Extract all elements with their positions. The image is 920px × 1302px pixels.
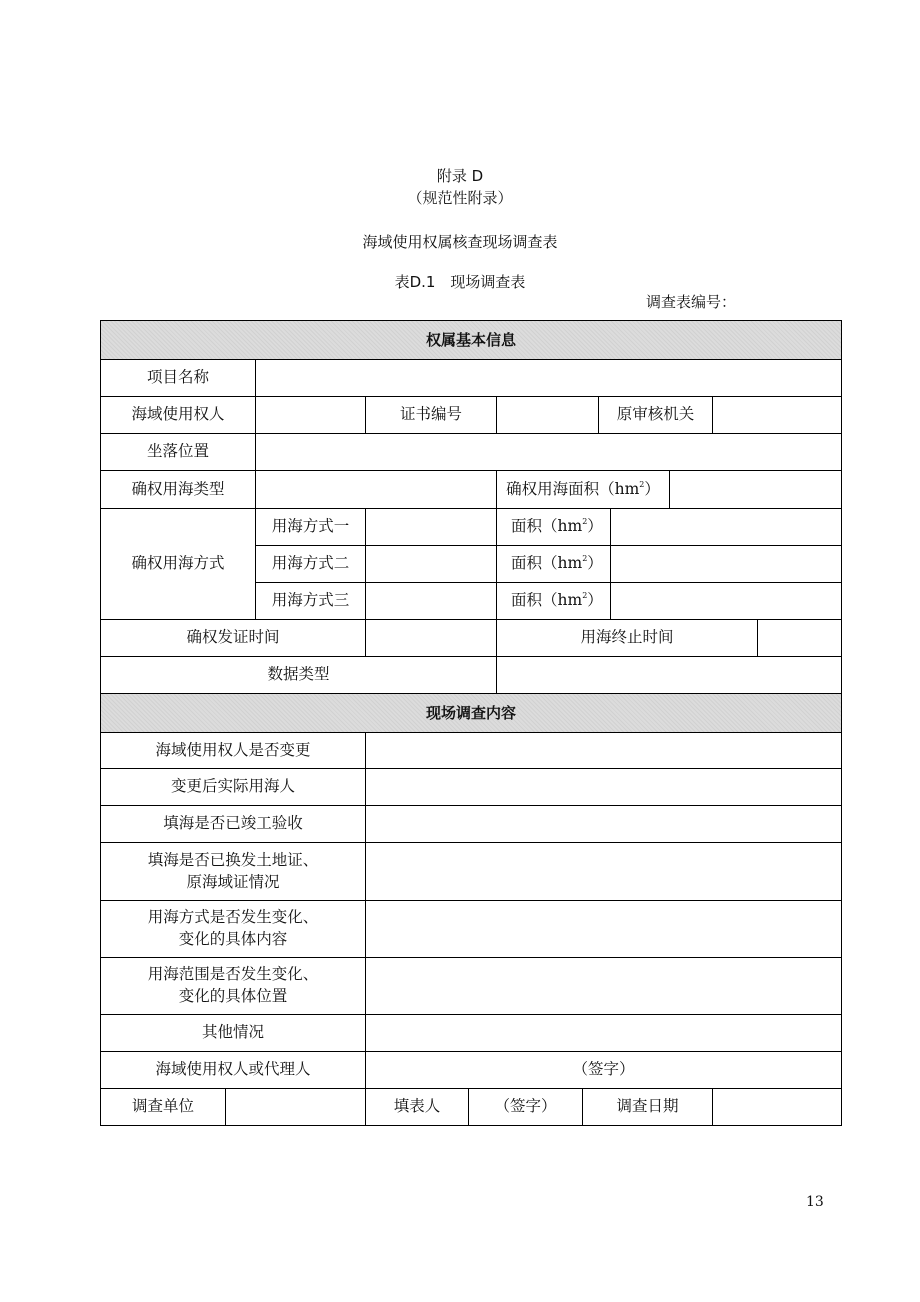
sea-use-type-field[interactable] bbox=[256, 471, 496, 508]
data-type-label: 数据类型 bbox=[267, 665, 330, 684]
mode-1-field[interactable] bbox=[366, 509, 496, 545]
mode-1-area-field[interactable] bbox=[611, 509, 841, 545]
location-label: 坐落位置 bbox=[146, 442, 209, 461]
survey-row-field[interactable] bbox=[366, 958, 841, 1014]
survey-row-label: 填海是否已竣工验收 bbox=[163, 814, 303, 833]
mode-1-label: 用海方式一 bbox=[271, 517, 350, 536]
issue-time-field[interactable] bbox=[366, 620, 496, 656]
survey-row-field[interactable] bbox=[366, 806, 841, 842]
form-number-label: 调查表编号： bbox=[646, 293, 737, 311]
survey-row-field[interactable] bbox=[366, 1015, 841, 1051]
signer-signature-field[interactable]: （签字） bbox=[572, 1060, 635, 1079]
survey-row-label: 用海方式是否发生变化、 变化的具体内容 bbox=[147, 908, 319, 948]
mode-3-field[interactable] bbox=[366, 583, 496, 619]
filler-signature-field[interactable]: （签字） bbox=[494, 1097, 557, 1116]
project-name-field[interactable] bbox=[256, 360, 841, 396]
sea-use-type-label: 确权用海类型 bbox=[131, 479, 225, 498]
filler-label: 填表人 bbox=[393, 1097, 441, 1116]
survey-date-label: 调查日期 bbox=[616, 1097, 679, 1116]
survey-row-label: 变更后实际用海人 bbox=[170, 777, 295, 796]
end-time-field[interactable] bbox=[758, 620, 841, 656]
mode-1-area-label: 面积$(hm^2)$ bbox=[511, 517, 603, 536]
data-type-field[interactable] bbox=[497, 657, 841, 693]
survey-row-field[interactable] bbox=[366, 901, 841, 957]
survey-row-label: 其他情况 bbox=[201, 1023, 264, 1042]
location-field[interactable] bbox=[256, 434, 841, 470]
survey-row-field[interactable] bbox=[366, 843, 841, 900]
holder-field[interactable] bbox=[256, 397, 365, 433]
holder-label: 海域使用权人 bbox=[131, 405, 225, 424]
appendix-title: 附录 D bbox=[436, 167, 484, 185]
orig-authority-label: 原审核机关 bbox=[616, 405, 695, 424]
cert-no-field[interactable] bbox=[497, 397, 598, 433]
section-basic-info: 权属基本信息 bbox=[101, 321, 841, 359]
table-caption: 表D.1 现场调查表 bbox=[394, 273, 526, 291]
cert-no-label: 证书编号 bbox=[399, 405, 462, 424]
mode-3-area-label: 面积$(hm^2)$ bbox=[511, 591, 603, 610]
appendix-type: （规范性附录） bbox=[407, 189, 513, 207]
signer-label: 海域使用权人或代理人 bbox=[155, 1060, 311, 1079]
survey-row-field[interactable] bbox=[366, 733, 841, 768]
mode-2-area-label: 面积$(hm^2)$ bbox=[511, 554, 603, 573]
mode-3-label: 用海方式三 bbox=[271, 591, 350, 610]
sea-use-mode-label: 确权用海方式 bbox=[131, 554, 225, 573]
document-title: 海域使用权属核查现场调查表 bbox=[362, 233, 558, 251]
mode-2-area-field[interactable] bbox=[611, 546, 841, 582]
survey-row-label: 用海范围是否发生变化、 变化的具体位置 bbox=[147, 965, 319, 1005]
survey-row-label: 海域使用权人是否变更 bbox=[155, 740, 311, 759]
page-number: 13 bbox=[806, 1194, 824, 1210]
section-survey-content: 现场调查内容 bbox=[101, 694, 841, 732]
issue-time-label: 确权发证时间 bbox=[186, 628, 280, 647]
mode-2-label: 用海方式二 bbox=[271, 554, 350, 573]
mode-2-field[interactable] bbox=[366, 546, 496, 582]
orig-authority-field[interactable] bbox=[713, 397, 841, 433]
survey-unit-label: 调查单位 bbox=[131, 1097, 194, 1116]
end-time-label: 用海终止时间 bbox=[580, 628, 674, 647]
sea-area-field[interactable] bbox=[670, 471, 841, 508]
sea-area-label: 确权用海面积$(hm^2)$ bbox=[506, 479, 660, 498]
survey-date-field[interactable] bbox=[713, 1089, 841, 1125]
survey-unit-field[interactable] bbox=[226, 1089, 365, 1125]
survey-row-label: 填海是否已换发土地证、 原海域证情况 bbox=[147, 850, 319, 891]
mode-3-area-field[interactable] bbox=[611, 583, 841, 619]
project-name-label: 项目名称 bbox=[146, 368, 209, 387]
survey-row-field[interactable] bbox=[366, 769, 841, 805]
